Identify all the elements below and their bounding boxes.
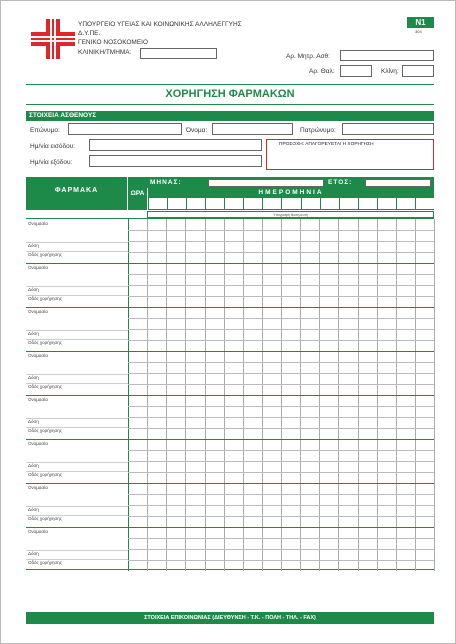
date-cell[interactable]	[148, 198, 167, 210]
surname-field[interactable]	[68, 123, 182, 135]
clinic-label: ΚΛΙΝΙΚΗ/ΤΜΗΜΑ:	[78, 49, 132, 56]
record-number-label: Αρ. Μητρ. Ασθ:	[286, 53, 330, 60]
form-code-badge: Ν1	[407, 17, 434, 28]
date-cell[interactable]	[243, 198, 262, 210]
name-field[interactable]	[212, 123, 293, 135]
row-label-line	[26, 471, 128, 472]
row-label-route: Οδός χορήγησης	[28, 516, 62, 521]
row-line	[128, 384, 434, 385]
row-line	[128, 241, 434, 242]
row-label-dose: Δόση	[28, 419, 39, 425]
row-label-line	[26, 462, 128, 463]
group-separator	[26, 527, 434, 528]
row-line	[128, 560, 434, 561]
date-cell[interactable]	[186, 198, 205, 210]
date-cell[interactable]	[167, 198, 186, 210]
group-separator	[26, 439, 434, 440]
father-name-label: Πατρώνυμο:	[300, 127, 336, 134]
room-field[interactable]	[340, 65, 372, 77]
red-cross-logo	[31, 19, 75, 59]
ministry-line-2: Δ.Υ.ΠΕ.	[78, 30, 101, 37]
date-cell[interactable]	[301, 198, 320, 210]
warning-box[interactable]	[266, 139, 434, 170]
year-label: ΕΤΟΣ:	[328, 179, 353, 186]
row-label-dose: Δόση	[28, 551, 39, 557]
row-label-drug: Ονομασία	[28, 221, 48, 226]
date-cell[interactable]	[205, 198, 224, 210]
row-label-drug: Ονομασία	[28, 485, 48, 490]
row-line	[128, 373, 434, 374]
row-label-line	[26, 374, 128, 375]
ministry-line-1: ΥΠΟΥΡΓΕΙΟ ΥΓΕΙΑΣ ΚΑΙ ΚΟΙΝΩΝΙΚΗΣ ΑΛΛΗΛΕΓΓΥΗΣ	[78, 21, 242, 28]
row-label-route: Οδός χορήγησης	[28, 252, 62, 257]
admission-date-label: Ημ/νία εισόδου:	[30, 143, 76, 150]
date-cell[interactable]	[262, 198, 281, 210]
footer-contact-bar: ΣΤΟΙΧΕΙΑ ΕΠΙΚΟΙΝΩΝΙΑΣ (ΔΙΕΥΘΥΝΣΗ - Τ.Κ. - ΠΟΛΗ - ΤΗΛ. - FAX)	[26, 612, 434, 624]
year-field[interactable]	[365, 179, 431, 187]
ministry-line-3: ΓΕΝΙΚΟ ΝΟΣΟΚΟΜΕΙΟ	[78, 39, 149, 46]
row-label-route: Οδός χορήγησης	[28, 428, 62, 433]
row-label-drug: Ονομασία	[28, 353, 48, 358]
title-bottom-rule	[26, 104, 434, 105]
surname-label: Επώνυμο:	[30, 127, 60, 134]
row-label-route: Οδός χορήγησης	[28, 560, 62, 565]
date-cell[interactable]	[281, 198, 300, 210]
row-label-dose: Δόση	[28, 331, 39, 337]
row-label-dose: Δόση	[28, 375, 39, 381]
row-label-route: Οδός χορήγησης	[28, 472, 62, 477]
record-number-field[interactable]	[340, 50, 434, 61]
row-label-drug: Ονομασία	[28, 309, 48, 314]
row-label-line	[26, 418, 128, 419]
date-cells-row	[148, 198, 434, 210]
row-line	[128, 417, 434, 418]
row-label-line	[26, 251, 128, 252]
row-label-drug: Ονομασία	[28, 265, 48, 270]
name-label: Όνομα:	[186, 127, 208, 134]
row-label-line	[26, 330, 128, 331]
group-separator	[26, 395, 434, 396]
row-label-route: Οδός χορήγησης	[28, 340, 62, 345]
month-field[interactable]	[208, 179, 324, 187]
row-line	[128, 494, 434, 495]
row-line	[128, 362, 434, 363]
row-label-dose: Δόση	[28, 507, 39, 513]
row-line	[128, 318, 434, 319]
row-line	[128, 285, 434, 286]
bed-field[interactable]	[402, 65, 434, 77]
clinic-field[interactable]	[140, 48, 217, 59]
row-label-line	[26, 427, 128, 428]
date-cell[interactable]	[224, 198, 243, 210]
row-label-line	[26, 295, 128, 296]
row-line	[128, 549, 434, 550]
row-label-line	[26, 339, 128, 340]
row-line	[128, 340, 434, 341]
form-title: ΧΟΡΗΓΗΣΗ ΦΑΡΜΑΚΩΝ	[165, 88, 295, 100]
date-column-line	[434, 219, 435, 571]
row-label-dose: Δόση	[28, 463, 39, 469]
row-line	[128, 230, 434, 231]
bed-label: Κλίνη:	[381, 68, 399, 75]
discharge-date-label: Ημ/νία εξόδου:	[30, 159, 73, 166]
row-label-line	[26, 515, 128, 516]
row-label-route: Οδός χορήγησης	[28, 296, 62, 301]
time-header: ΩΡΑ	[130, 190, 145, 197]
row-line	[128, 329, 434, 330]
date-header: ΗΜΕΡΟΜΗΝΙΑ	[258, 189, 324, 196]
form-subcode: 304	[415, 29, 422, 34]
row-line	[128, 296, 434, 297]
row-label-line	[26, 242, 128, 243]
father-name-field[interactable]	[342, 123, 434, 135]
admission-date-field[interactable]	[89, 139, 262, 151]
title-top-rule	[26, 84, 434, 85]
signature-row	[147, 211, 434, 218]
date-cell[interactable]	[339, 198, 358, 210]
discharge-date-field[interactable]	[89, 155, 262, 167]
medication-table	[26, 218, 434, 570]
row-line	[128, 505, 434, 506]
row-line	[128, 428, 434, 429]
date-cell[interactable]	[396, 198, 415, 210]
row-line	[128, 472, 434, 473]
row-label-line	[26, 559, 128, 560]
date-cell[interactable]	[377, 198, 396, 210]
row-label-route: Οδός χορήγησης	[28, 384, 62, 389]
row-line	[128, 461, 434, 462]
row-line	[128, 252, 434, 253]
row-label-dose: Δόση	[28, 243, 39, 249]
date-cell[interactable]	[320, 198, 339, 210]
row-label-dose: Δόση	[28, 287, 39, 293]
row-line	[128, 406, 434, 407]
row-line	[128, 538, 434, 539]
group-separator	[26, 263, 434, 264]
row-line	[128, 516, 434, 517]
row-line	[128, 450, 434, 451]
row-label-line	[26, 286, 128, 287]
row-label-drug: Ονομασία	[28, 529, 48, 534]
room-label: Αρ. Θαλ:	[309, 68, 335, 75]
warning-text: ΠΡΟΣΟΧΗ: ΑΠΑΓΟΡΕΥΕΤΑΙ Η ΧΟΡΗΓΗΣΗ	[279, 142, 374, 147]
group-separator	[26, 351, 434, 352]
row-label-drug: Ονομασία	[28, 397, 48, 402]
row-label-drug: Ονομασία	[28, 441, 48, 446]
date-cell[interactable]	[415, 198, 434, 210]
row-line	[128, 274, 434, 275]
date-cell[interactable]	[358, 198, 377, 210]
row-label-line	[26, 383, 128, 384]
group-separator	[26, 483, 434, 484]
drugs-header: ΦΑΡΜΑΚΑ	[54, 187, 99, 194]
patient-section-title: ΣΤΟΙΧΕΙΑ ΑΣΘΕΝΟΥΣ	[26, 111, 434, 121]
row-label-line	[26, 550, 128, 551]
table-header	[26, 177, 434, 210]
signature-label: Υπογραφή Νοσηλευτή	[273, 213, 308, 217]
month-label: ΜΗΝΑΣ:	[150, 179, 182, 186]
group-separator	[26, 307, 434, 308]
row-label-line	[26, 506, 128, 507]
